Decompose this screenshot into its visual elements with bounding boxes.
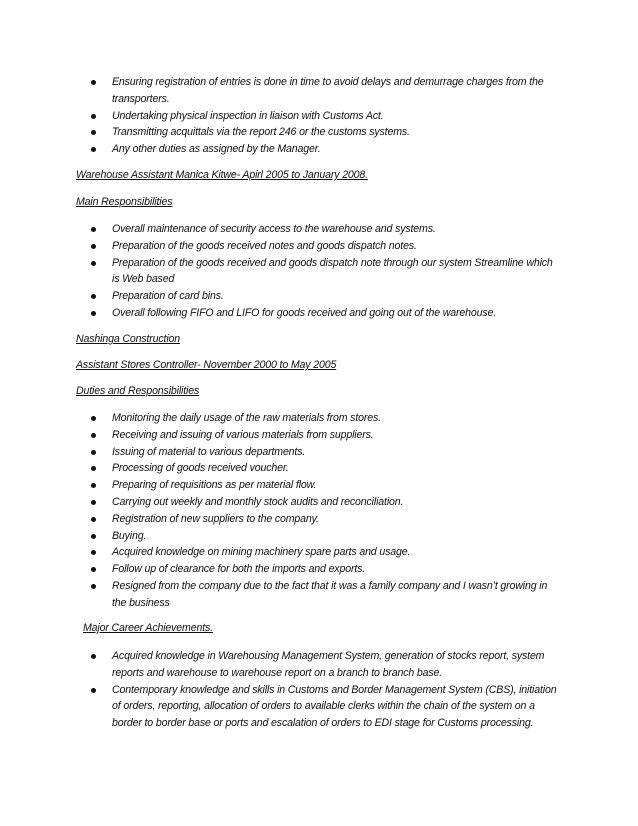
company-name-nashinga: Nashinga Construction [76,333,181,345]
list-item [0,124,562,141]
list-item [0,410,562,427]
bullet-icon [91,433,96,438]
bullet-icon [91,294,96,299]
list-item [0,648,562,682]
bullet-icon [91,416,96,421]
list-item-text: Any other duties as assigned by the Manager. [112,143,321,156]
section-heading-main-responsibilities: Main Responsibilities [76,196,173,208]
bullet-icon [91,227,96,232]
bullet-icon [91,517,96,522]
bullet-icon [91,483,96,488]
list-item-text: Issuing of material to various departments. [112,445,306,458]
list-item-text: Carrying out weekly and monthly stock audits and reconciliation. [112,495,404,508]
bullet-icon [91,550,96,555]
bullet-icon [91,466,96,471]
list-item-text: Processing of goods received voucher. [112,462,289,475]
section-heading-duties: Duties and Responsibilities [76,385,200,397]
bullet-icon [91,147,96,152]
list-item [0,305,562,322]
list-item-text: Registration of new suppliers to the company. [112,512,319,525]
list-item-text: Follow up of clearance for both the imports and exports. [112,563,366,576]
list-item [0,74,562,108]
list-item-text: Contemporary knowledge and skills in Customs and Border Management System (CBS), initiation of orders, reporting, allocation of orders to available clerks within the chain of the system on a border to border base or ports and escalation of orders to EDI stage for Customs processing. [112,683,557,730]
bullet-icon [91,311,96,316]
list-item [0,561,562,578]
job-title-assistant-stores-controller: Assistant Stores Controller- November 2000 to May 2005 [76,359,337,371]
list-item-text: Acquired knowledge on mining machinery spare parts and usage. [112,546,411,559]
list-item [0,494,562,511]
list-item [0,528,562,545]
bullet-icon [91,688,96,693]
bullet-list-duties [0,410,562,612]
bullet-icon [91,114,96,119]
list-item [0,141,562,158]
list-item [0,511,562,528]
list-item-text: Overall maintenance of security access to the warehouse and systems. [112,223,436,235]
bullet-icon [91,584,96,589]
list-item-text: Preparation of the goods received notes and goods dispatch notes. [112,239,417,252]
list-item-text: Preparation of the goods received and goods dispatch note through our system Streamline which is Web based [112,256,553,286]
list-item-text: Overall following FIFO and LIFO for goods received and going out of the warehouse. [112,306,497,319]
list-item-text: Buying. [112,529,147,542]
list-item [0,477,562,494]
bullet-list-main-responsibilities [0,221,562,322]
bullet-icon [91,534,96,539]
bullet-list-achievements [0,648,562,732]
list-item [0,544,562,561]
list-item [0,255,562,289]
list-item [0,221,562,238]
list-item-text: Transmitting acquittals via the report 246 or the customs systems. [112,126,410,139]
list-item-text: Undertaking physical inspection in liaison with Customs Act. [112,109,384,122]
job-title-warehouse-assistant: Warehouse Assistant Manica Kitwe- Apirl 2005 to January 2008. [76,169,368,181]
list-item-text: Ensuring registration of entries is done in time to avoid delays and demurrage charges from the transporters. [112,76,544,105]
list-item [0,238,562,255]
list-item [0,427,562,444]
bullet-icon [91,261,96,266]
section-heading-achievements: Major Career Achievements. [83,622,213,634]
list-item-text: Monitoring the daily usage of the raw materials from stores. [112,412,381,424]
bullet-icon [91,80,96,85]
list-item-text: Receiving and issuing of various materials from suppliers. [112,428,374,441]
list-item [0,460,562,477]
bullet-icon [91,567,96,572]
list-item [0,288,562,305]
list-item [0,682,562,732]
list-item-text: Preparing of requisitions as per material flow. [112,479,317,492]
bullet-icon [91,130,96,135]
bullet-icon [91,500,96,505]
list-item [0,444,562,461]
list-item [0,108,562,125]
list-item-text: Preparation of card bins. [112,290,224,303]
list-item [0,578,562,612]
bullet-icon [91,244,96,249]
list-item-text: Resigned from the company due to the fact that it was a family company and I wasn’t growing in the business [112,579,548,609]
bullet-icon [91,654,96,659]
bullet-list-prior-duties [0,74,562,158]
list-item-text: Acquired knowledge in Warehousing Management System, generation of stocks report, system reports and warehouse to warehouse report on a branch to branch base. [112,650,545,679]
bullet-icon [91,450,96,455]
